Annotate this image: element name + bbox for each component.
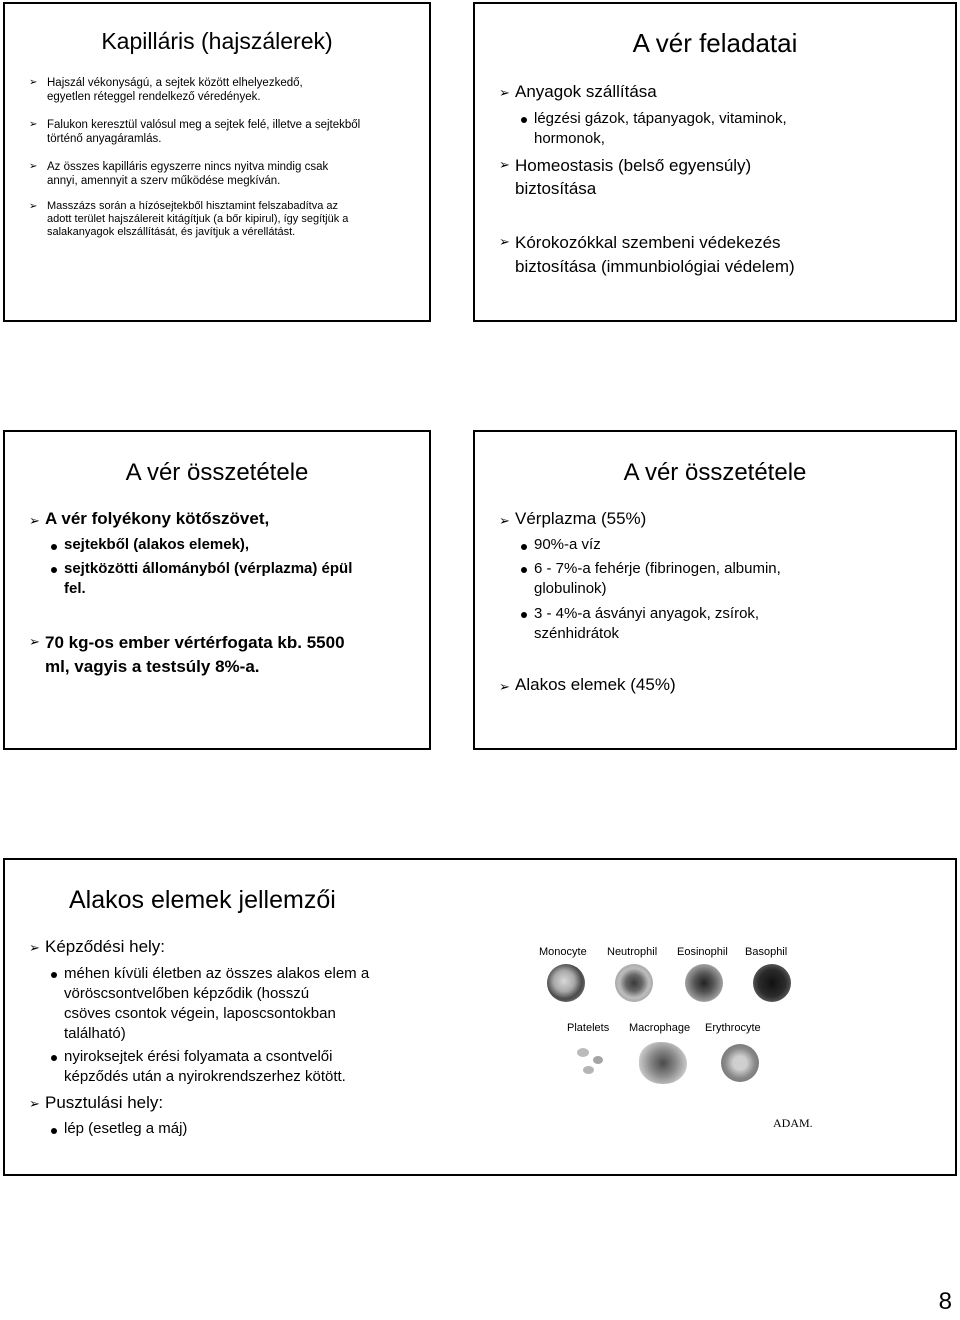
bullet-text: Masszázs során a hízósejtekből hisztamint felszabadítva az adott terület hajszálereit kitágítjuk (a bőr kipirul), így segítjük a salakanyagok elszállítását, és javítjuk a vérellátást. xyxy=(47,200,349,238)
sub-bullet-dot-icon xyxy=(51,567,57,573)
macrophage-label: Macrophage xyxy=(629,1022,691,1034)
slide-title: A vér összetétele xyxy=(623,459,807,486)
sub-bullet-dot-icon xyxy=(51,544,57,550)
bullet-arrow-icon: ➢ xyxy=(29,941,40,956)
bullet-arrow-icon: ➢ xyxy=(29,119,38,130)
bullet-text: Anyagok szállítása xyxy=(515,82,657,101)
sub-bullet-dot-icon xyxy=(51,972,57,978)
slide-blood-functions xyxy=(473,2,957,322)
bullet-arrow-icon: ➢ xyxy=(499,680,510,695)
bullet-arrow-icon: ➢ xyxy=(499,158,510,173)
sub-bullet-text: nyiroksejtek érési folyamata a csontvelői képződés után a nyirokrendszerhez kötött. xyxy=(64,1048,346,1085)
neutrophil-label: Neutrophil xyxy=(607,946,658,958)
bullet-text: A vér folyékony kötőszövet, xyxy=(45,509,270,528)
slide-title: A vér összetétele xyxy=(125,459,309,486)
bullet-arrow-icon: ➢ xyxy=(29,514,40,529)
platelet-icon xyxy=(593,1056,603,1064)
bullet-arrow-icon: ➢ xyxy=(29,161,38,172)
monocyte-cell-icon xyxy=(547,964,585,1002)
sub-bullet-text: légzési gázok, tápanyagok, vitaminok, hormonok, xyxy=(534,110,787,147)
bullet-text: Az összes kapilláris egyszerre nincs nyitva mindig csak annyi, amennyit a szerv működése megkíván. xyxy=(47,161,329,187)
neutrophil-cell-icon xyxy=(615,964,653,1002)
bullet-arrow-icon: ➢ xyxy=(29,635,40,650)
sub-bullet-dot-icon xyxy=(521,567,527,573)
bullet-text: Hajszál vékonyságú, a sejtek között elhelyezkedő, egyetlen réteggel rendelkező véredények. xyxy=(47,77,303,103)
blood-cells-illustration xyxy=(535,936,835,1136)
erythrocyte-label: Erythrocyte xyxy=(705,1022,761,1034)
platelets-label: Platelets xyxy=(567,1022,610,1034)
page-number: 8 xyxy=(938,1288,952,1315)
bullet-text: Falukon keresztül valósul meg a sejtek felé, illetve a sejtekből történő anyagáramlás. xyxy=(47,119,361,145)
sub-bullet-text: 6 - 7%-a fehérje (fibrinogen, albumin, globulinok) xyxy=(534,560,781,597)
sub-bullet-text: sejtközötti állományból (vérplazma) épül fel. xyxy=(64,560,353,597)
bullet-text: Képződési hely: xyxy=(45,937,166,956)
basophil-cell-icon xyxy=(753,964,791,1002)
sub-bullet-dot-icon xyxy=(51,1055,57,1061)
slide-title: A vér feladatai xyxy=(632,28,798,58)
bullet-arrow-icon: ➢ xyxy=(29,201,38,212)
bullet-text: 70 kg-os ember vértérfogata kb. 5500 ml, vagyis a testsúly 8%-a. xyxy=(45,633,345,676)
sub-bullet-dot-icon xyxy=(521,544,527,550)
sub-bullet-text: lép (esetleg a máj) xyxy=(64,1120,188,1137)
bullet-arrow-icon: ➢ xyxy=(499,86,510,101)
sub-bullet-text: 3 - 4%-a ásványi anyagok, zsírok, szénhidrátok xyxy=(534,605,760,642)
slide-capillaries xyxy=(3,2,431,322)
sub-bullet-text: 90%-a víz xyxy=(534,536,601,553)
sub-bullet-dot-icon xyxy=(51,1128,57,1134)
eosinophil-cell-icon xyxy=(685,964,723,1002)
slide-title: Alakos elemek jellemzői xyxy=(69,886,336,914)
monocyte-label: Monocyte xyxy=(539,946,587,958)
eosinophil-label: Eosinophil xyxy=(677,946,728,958)
bullet-arrow-icon: ➢ xyxy=(499,514,510,529)
platelet-icon xyxy=(577,1048,589,1057)
erythrocyte-cell-icon xyxy=(721,1044,759,1082)
slide-title: Kapilláris (hajszálerek) xyxy=(101,28,333,54)
bullet-text: Pusztulási hely: xyxy=(45,1093,164,1112)
slide-blood-composition-1 xyxy=(3,430,431,750)
sub-bullet-text: méhen kívüli életben az összes alakos elem a vöröscsontvelőben képződik (hosszú csöves csontok végein, laposcsontokban található) xyxy=(64,965,370,1042)
bullet-arrow-icon: ➢ xyxy=(29,1097,40,1112)
platelet-icon xyxy=(583,1066,594,1074)
sub-bullet-dot-icon xyxy=(521,117,527,123)
bullet-text: Vérplazma (55%) xyxy=(515,509,647,528)
slide-blood-composition-2 xyxy=(473,430,957,750)
bullet-text: Homeostasis (belső egyensúly) biztosítása xyxy=(515,156,752,198)
bullet-text: Alakos elemek (45%) xyxy=(515,675,676,694)
basophil-label: Basophil xyxy=(745,946,788,958)
macrophage-cell-icon xyxy=(639,1042,687,1084)
adam-credit-logo: ADAM. xyxy=(773,1116,813,1130)
sub-bullet-dot-icon xyxy=(521,612,527,618)
bullet-arrow-icon: ➢ xyxy=(29,77,38,88)
bullet-text: Kórokozókkal szembeni védekezés biztosítása (immunbiológiai védelem) xyxy=(515,233,795,276)
slide-formed-elements xyxy=(3,858,957,1176)
sub-bullet-text: sejtekből (alakos elemek), xyxy=(64,536,250,553)
bullet-arrow-icon: ➢ xyxy=(499,235,510,250)
